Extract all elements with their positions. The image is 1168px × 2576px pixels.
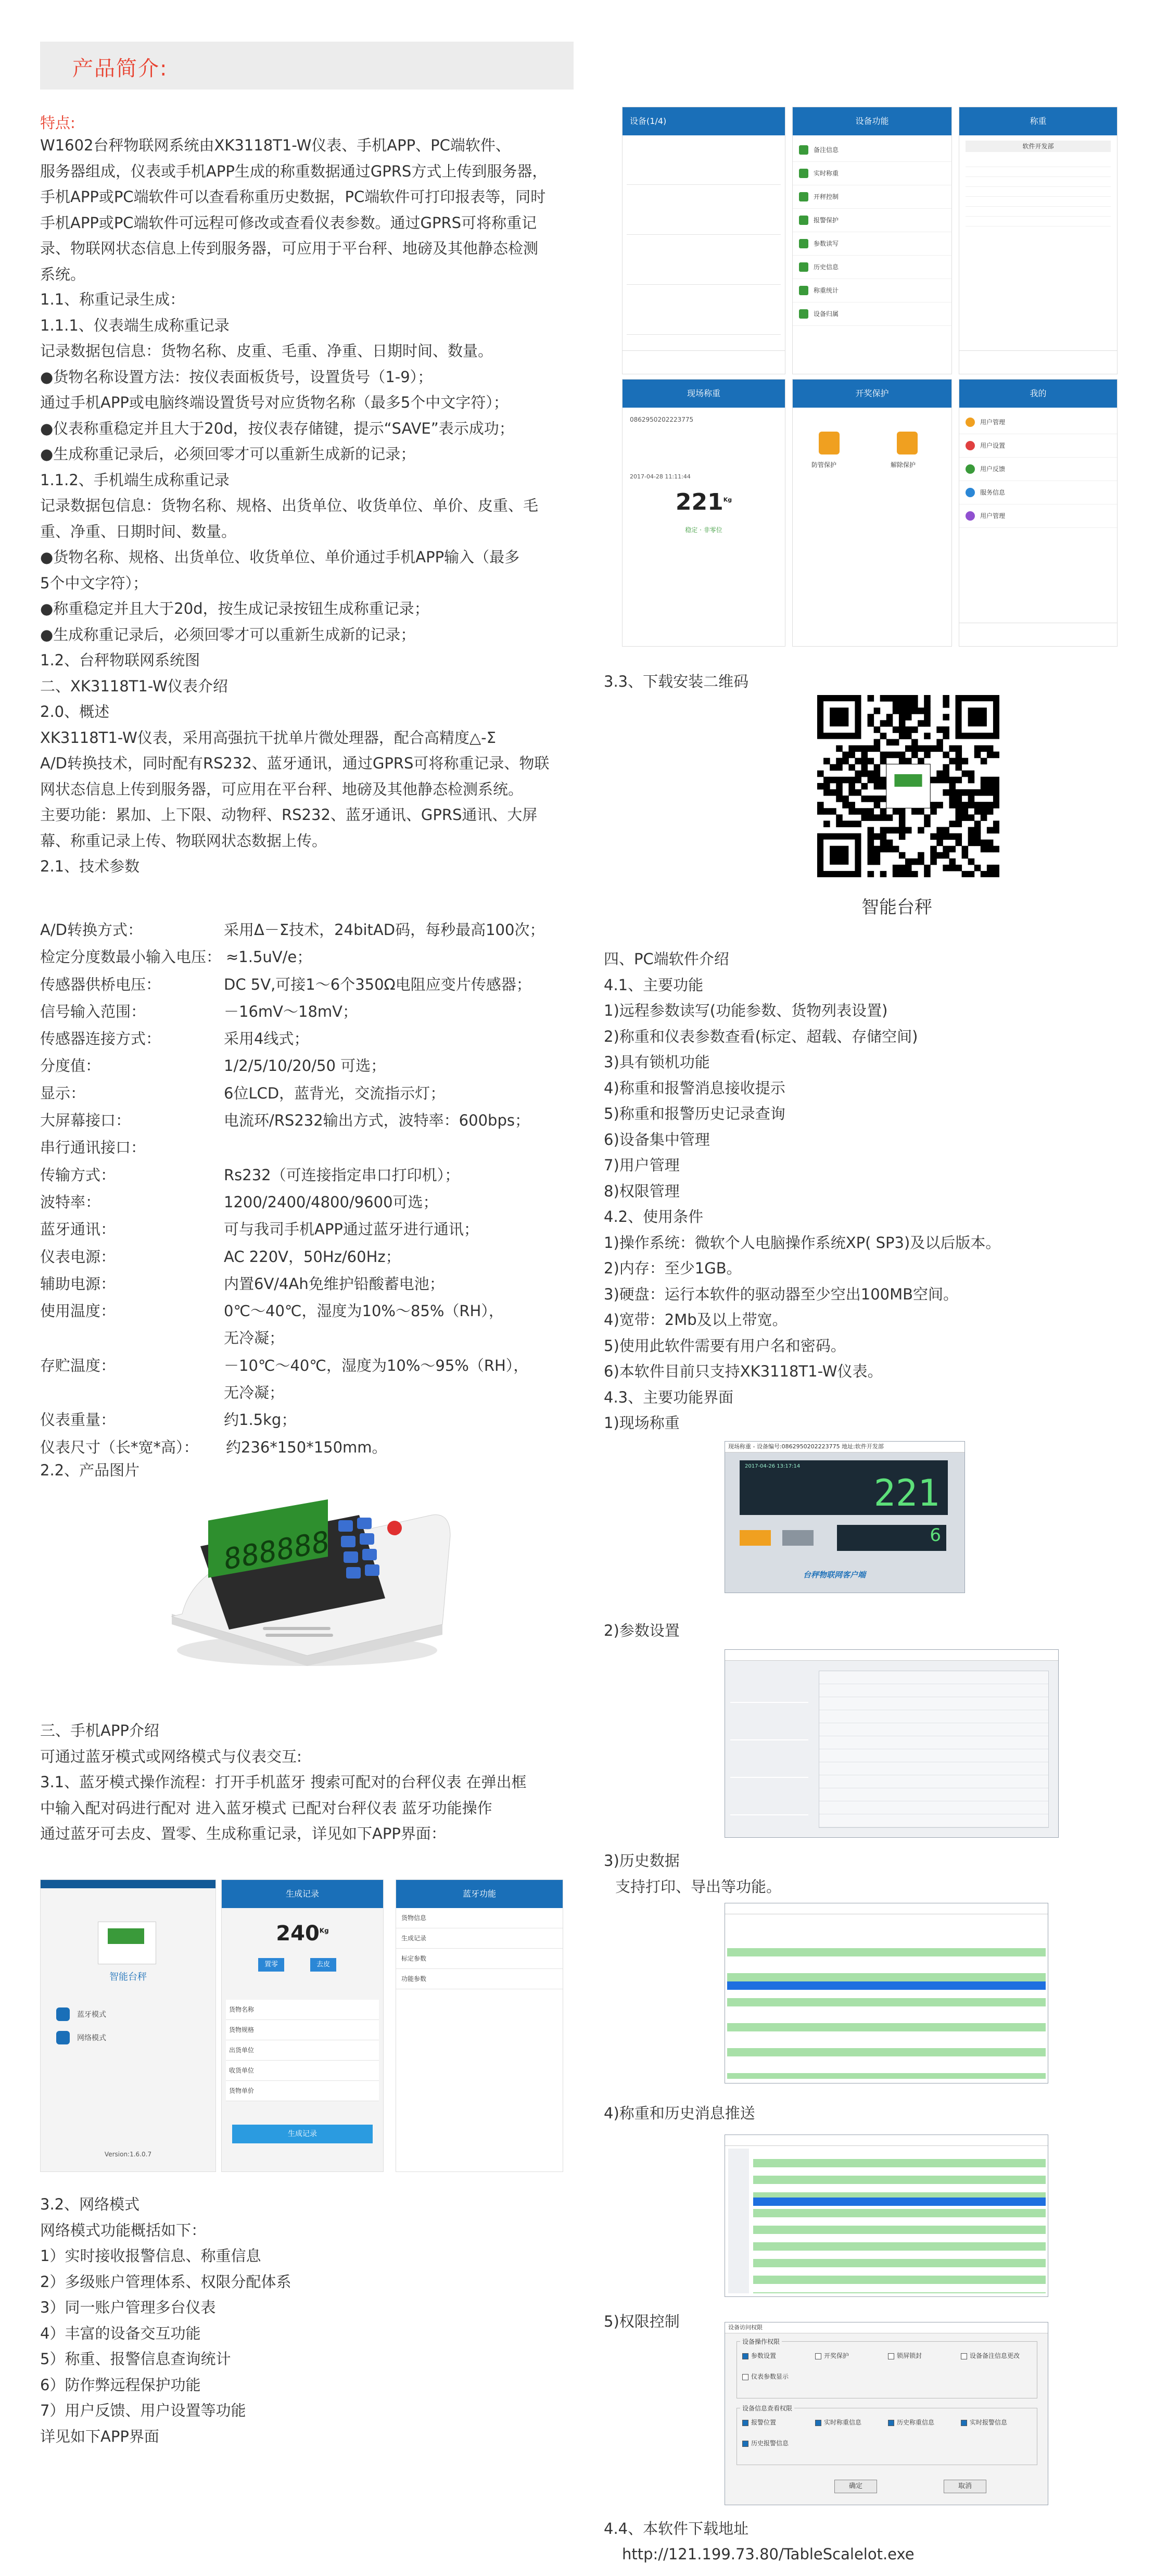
checkbox-label: 历史称重信息 [897,2419,935,2426]
menu-icon [966,464,975,474]
cancel-button[interactable]: 取消 [944,2480,986,2493]
text-line: 4)称重和报警消息接收提示 [604,1079,785,1097]
function-label: 历史信息 [814,263,839,271]
checkbox-label: 实时报警信息 [970,2419,1008,2426]
text-line: 2)称重和仪表参数查看(标定、超载、存储空间) [604,1027,918,1045]
text-line: XK3118T1-W仪表，采用高强抗干扰单片微处理器，配合高精度△-Σ [40,728,496,747]
product-image [151,1494,463,1671]
push-label: 4)称重和历史消息推送 [604,2104,755,2122]
pc-param-window [725,1649,1059,1838]
function-icon [799,192,808,201]
text-line: 6)设备集中管理 [604,1130,710,1148]
spec-value: DC 5V,可接1～6个350Ω电阻应变片传感器； [224,975,531,993]
text-line: 7)用户管理 [604,1156,680,1174]
spec-row [40,1352,574,1379]
bluetooth-mode-option[interactable]: 蓝牙模式 [77,2011,106,2019]
text-line: 网状态信息上传到服务器，可应用在平台秤、地磅及其他静态检测系统。 [40,780,524,798]
text-line: 5)称重和报警历史记录查询 [604,1105,785,1122]
spec-value: AC 220V，50Hz/60Hz； [224,1247,401,1266]
spec-key: 传输方式： [40,1166,116,1184]
function-item[interactable] [793,232,951,256]
app-brand-name: 智能台秤 [109,1972,147,1982]
spec-value: Rs232（可连接指定串口打印机）； [224,1166,460,1184]
spec-key: 仪表尺寸（长*宽*高）： [40,1438,199,1456]
function-icon [799,262,808,272]
spec-row [40,1216,574,1243]
form-field[interactable]: 货物单价 [226,2081,379,2101]
weight-value: 240 [276,1922,320,1946]
spec-key: 蓝牙通讯： [40,1220,116,1239]
tare-button[interactable]: 去皮 [310,1958,336,1972]
text-line: 幕、称重记录上传、物联网状态数据上传。 [40,831,327,850]
spec-value: 1/2/5/10/20/50 可选； [224,1057,386,1075]
spec-row [40,1406,574,1433]
pc-push-window [725,2135,1048,2297]
spec-row [40,916,574,943]
function-label: 备注信息 [814,146,839,154]
menu-icon [966,488,975,497]
function-item[interactable] [793,209,951,232]
checkbox-label: 历史报警信息 [751,2440,789,2447]
spec-value: 约1.5kg； [224,1411,297,1429]
spec-value: 0℃～40℃，湿度为10%～85%（RH）， [224,1302,504,1320]
record-form [226,2000,379,2101]
operation-permission-group [737,2338,1037,2398]
spec-key: 仪表电源： [40,1247,116,1266]
checkbox-box [742,2441,748,2447]
text-line: 重、净重、日期时间、数量。 [40,522,237,540]
app-screen-weighing [959,107,1118,374]
section-1-text [40,287,549,880]
action-button-2[interactable] [782,1530,814,1546]
product-intro-header [40,42,574,90]
text-line: 2)内存：至少1GB。 [604,1259,742,1277]
menu-label: 用户管理 [980,512,1006,520]
param-label: 2)参数设置 [604,1622,680,1639]
function-label: 称重统计 [814,287,839,294]
spec-key: 存贮温度： [40,1356,116,1374]
window-title: 设备访问权限 [725,2322,1048,2333]
spec-value: －16mV～18mV； [224,1002,358,1020]
text-line: 4)宽带：2Mb及以上带宽。 [604,1311,788,1329]
qr-label: 3.3、下载安装二维码 [604,673,749,690]
live-weight: 221 [675,489,723,515]
checkbox-box [742,2374,748,2380]
text-line: 记录数据包信息：货物名称、规格、出货单位、收货单位、单价、皮重、毛 [40,497,539,514]
spec-value: 可与我司手机APP通过蓝牙进行通讯； [224,1220,479,1239]
function-item[interactable] [793,185,951,209]
mine-menu-list [959,411,1117,528]
spec-row [40,1243,574,1270]
function-icon [799,309,808,319]
text-line: 4）丰富的设备交互功能 [40,2324,201,2342]
text-line: 3)硬盘：运行本软件的驱动器至少空出100MB空间。 [604,1285,959,1303]
text-line: 4.2、使用条件 [604,1208,704,1226]
display-reading: 221 [873,1472,940,1514]
spec-row [40,1134,574,1161]
unlock-icon[interactable] [897,432,918,454]
menu-label: 用户管理 [980,419,1006,426]
device-lcd: 888888 [224,1525,329,1577]
screen-title: 生成记录 [222,1880,383,1908]
menu-icon [966,418,975,427]
qr-caption: 智能台秤 [861,897,932,918]
screen-title: 现场称重 [623,380,785,408]
spec-value: 无冷凝； [224,1384,285,1402]
spec-key: A/D转换方式： [40,921,143,939]
spec-row [40,1270,574,1297]
pc-live-weighing-window [725,1441,965,1593]
spec-row [40,1297,574,1324]
spec-value: 采用Δ－Σ技术，24bitAD码，每秒最高100次； [224,921,545,939]
checkbox-box [815,2353,821,2359]
spec-key: 检定分度数最小输入电压： [40,948,222,966]
text-line: A/D转换技术，同时配有RS232、蓝牙通讯，通过GPRS可将称重记录、物联 [40,754,550,772]
mine-menu-item[interactable] [959,411,1117,434]
text-line: ●称重稳定并且大于20d，按生成记录按钮生成称重记录； [40,600,429,617]
text-line: 4.1、主要功能 [604,976,704,994]
spec-row [40,1161,574,1189]
text-line: 系统。 [40,265,86,283]
permission-checkbox[interactable] [742,2418,776,2427]
text-line: 记录数据包信息：货物名称、皮重、毛重、净重、日期时间、数量。 [40,342,493,360]
function-item[interactable] [793,162,951,185]
text-line: 主要功能：累加、上下限、动物秤、RS232、蓝牙通讯、GPRS通讯、大屏 [40,806,538,824]
text-line: 5)使用此软件需要有用户名和密码。 [604,1336,846,1355]
text-line: 1.1.1、仪表端生成称重记录 [40,316,230,334]
spec-table [40,916,574,1461]
spec-key: 使用温度： [40,1302,116,1320]
download-url[interactable]: http://121.199.73.80/TableScalelot.exe [622,2545,915,2563]
live-weight-unit: Kg [723,496,732,503]
history-desc: 支持打印、导出等功能。 [615,1878,782,1896]
app-screen-mine [959,379,1118,647]
text-line: 手机APP或PC端软件可以查看称重历史数据，PC端软件可打印报表等，同时 [40,188,546,206]
checkbox-label: 设备备注信息更改 [970,2352,1020,2359]
checkbox-box [961,2420,967,2426]
app-screen-protection [792,379,952,647]
text-line: 1)操作系统：微软个人电脑操作系统XP( SP3)及以后版本。 [604,1233,1001,1252]
app-screen-device-functions [792,107,952,374]
ok-button[interactable]: 确定 [834,2480,877,2493]
window-title: 现场称重 - 设备编号:0862950202223775 地址:软件开发部 [725,1442,964,1453]
function-label: 开秤控制 [814,193,839,200]
text-line: 三、手机APP介绍 [40,1722,159,1739]
spec-row [40,1379,574,1406]
menu-label: 用户设置 [980,442,1006,449]
text-line: 1.2、台秤物联网系统图 [40,651,200,669]
app-screen-live-weighing [622,379,785,647]
checkbox-box [742,2353,748,2359]
text-line: W1602台秤物联网系统由XK3118T1-W仪表、手机APP、PC端软件、 [40,136,511,154]
function-icon [799,239,808,248]
menu-label: 用户反馈 [980,465,1006,473]
cloud-icon [56,2031,70,2044]
screen-title: 称重 [959,107,1117,135]
app-screen-generate-record [221,1879,384,2172]
text-line: 2）多级账户管理体系、权限分配体系 [40,2272,291,2291]
spec-value: 1200/2400/4800/9600可选； [224,1193,438,1211]
spec-row [40,971,574,998]
screen-title: 蓝牙功能 [396,1880,563,1908]
action-button-1[interactable] [740,1530,771,1546]
menu-item[interactable]: 标定参数 [396,1949,563,1969]
menu-label: 服务信息 [980,489,1006,496]
text-line: 1）实时接收报警信息、称重信息 [40,2247,261,2265]
spec-value: ≈1.5uV/e； [226,948,312,966]
spec-key: 传感器供桥电压： [40,975,161,993]
spec-key: 波特率： [40,1193,101,1211]
lock-icon[interactable] [819,432,840,454]
text-line: 3.2、网络模式 [40,2195,140,2213]
checkbox-box [961,2353,967,2359]
mine-menu-item[interactable] [959,504,1117,528]
permission-checkbox[interactable] [815,2351,849,2360]
checkbox-label: 开奖保护 [824,2352,849,2359]
generate-record-button[interactable]: 生成记录 [232,2125,373,2143]
app-screen-bluetooth-functions [396,1879,563,2172]
function-item[interactable] [793,302,951,326]
function-item[interactable] [793,279,951,302]
menu-icon [966,511,975,521]
text-line: 二、XK3118T1-W仪表介绍 [40,677,228,695]
text-line: ●仪表称重稳定并且大于20d，按仪表存储键，提示“SAVE”表示成功； [40,419,514,437]
product-pic-label: 2.2、产品图片 [40,1461,140,1479]
weight-unit: Kg [319,1927,329,1935]
checkbox-box [815,2420,821,2426]
permission-checkbox[interactable] [888,2351,922,2360]
mine-menu-item[interactable] [959,434,1117,458]
spec-key: 辅助电源： [40,1274,116,1293]
screen-title: 设备(1/4) [623,107,785,135]
form-field[interactable]: 收货单位 [226,2061,379,2081]
spec-row [40,1107,574,1134]
function-icon [799,169,808,178]
group-title: 设备操作权限 [740,2337,782,2346]
spec-value: 无冷凝； [224,1329,285,1347]
checkbox-label: 实时称重信息 [824,2419,862,2426]
text-line: 中输入配对码进行配对 进入蓝牙模式 已配对台秤仪表 蓝牙功能操作 [40,1799,492,1817]
form-field[interactable]: 出货单位 [226,2040,379,2061]
screen-title: 开奖保护 [793,380,951,408]
checkbox-label: 锁屏锁封 [897,2352,922,2359]
checkbox-box [742,2420,748,2426]
spec-row [40,1080,574,1107]
menu-item[interactable]: 生成记录 [396,1928,563,1949]
spec-row [40,943,574,970]
spec-row [40,1324,574,1352]
permission-checkbox[interactable] [961,2351,1020,2360]
lock-label: 防管保护 [811,461,837,469]
spec-key: 显示： [40,1084,86,1102]
device-thumbnail [98,1922,156,1964]
screen-title: 设备功能 [793,107,951,135]
app-section-text [40,1718,527,1847]
text-line: 5个中文字符）； [40,574,148,592]
text-line: 服务器组成，仪表或手机APP生成的称重数据通过GPRS方式上传到服务器， [40,162,548,180]
form-field[interactable]: 货物规格 [226,2020,379,2040]
device-function-list [793,138,951,326]
function-item[interactable] [793,138,951,162]
checkbox-label: 报警位置 [751,2419,777,2426]
spec-key: 串行通讯接口： [40,1139,146,1157]
text-line: ●货物名称、规格、出货单位、收货单位、单价通过手机APP输入（最多 [40,548,520,566]
qr-code[interactable] [817,695,999,877]
form-field[interactable]: 货物名称 [226,2000,379,2020]
timestamp: 2017-04-28 11:11:44 [630,473,691,480]
history-label: 3)历史数据 [604,1852,680,1870]
function-label: 实时称重 [814,170,839,177]
bluetooth-function-list [396,1908,563,1989]
permission-checkbox[interactable] [742,2439,789,2447]
view-permission-group [737,2405,1037,2465]
text-line: 1.1、称重记录生成： [40,291,185,308]
spec-value: 电流环/RS232输出方式，波特率：600bps； [224,1112,530,1130]
function-item[interactable] [793,256,951,279]
permission-checkbox[interactable] [742,2351,776,2360]
text-line: 1)现场称重 [604,1414,680,1432]
text-line: 四、PC端软件介绍 [604,950,729,968]
weight-status: 稳定 · 非零位 [685,526,722,534]
text-line: 8)权限管理 [604,1182,680,1200]
perm-label: 5)权限控制 [604,2313,680,2330]
function-icon [799,216,808,225]
app-version: Version:1.6.0.7 [104,2151,152,2158]
weight-display [740,1460,948,1515]
text-line: 3）同一账户管理多台仪表 [40,2299,216,2316]
mine-menu-item[interactable] [959,481,1117,504]
text-line: 可通过蓝牙模式或网络模式与仪表交互: [40,1747,302,1765]
spec-key: 传感器连接方式： [40,1030,161,1048]
bluetooth-icon [56,2007,70,2021]
menu-icon [966,441,975,450]
checkbox-box [888,2420,894,2426]
app-screen-mode-select [40,1879,216,2172]
zero-button[interactable]: 置零 [258,1958,284,1972]
text-line: 2.0、概述 [40,703,110,721]
text-line: 3)具有锁机功能 [604,1053,710,1071]
text-line: 5）称重、报警信息查询统计 [40,2350,231,2368]
spec-row [40,1025,574,1052]
text-line: 6)本软件目前只支持XK3118T1-W仪表。 [604,1362,883,1380]
text-line: 1)远程参数读写(功能参数、货物列表设置) [604,1002,888,1019]
text-line: 1.1.2、手机端生成称重记录 [40,471,230,489]
screen-title: 我的 [959,380,1117,408]
pc-history-window [725,1903,1048,2083]
pc-permission-window [725,2322,1048,2505]
download-label: 4.4、本软件下载地址 [604,2520,749,2537]
permission-checkbox[interactable] [815,2418,861,2427]
display-time: 2017-04-26 13:17:14 [745,1463,801,1469]
text-line: 录、物联网状态信息上传到服务器，可应用于平台秤、地磅及其他静态检测 [40,239,539,257]
text-line: ●生成称重记录后，必须回零才可以重新生成新的记录； [40,445,416,463]
spec-row [40,1189,574,1216]
spec-value: 约236*150*150mm。 [226,1438,387,1456]
text-line: 通过手机APP或电脑终端设置货号对应货物名称（最多5个中文字符）； [40,394,509,411]
text-line: 手机APP或PC端软件可远程可修改或查看仪表参数。通过GPRS可将称重记 [40,213,537,232]
spec-row [40,998,574,1025]
checkbox-label: 参数设置 [751,2352,777,2359]
spec-row [40,1052,574,1079]
checkbox-label: 仪表参数显示 [751,2373,789,2380]
spec-key: 仪表重量： [40,1411,116,1429]
permission-checkbox[interactable] [961,2418,1007,2427]
device-id: 0862950202223775 [630,416,694,423]
network-mode-option[interactable]: 网络模式 [77,2034,106,2042]
permission-checkbox[interactable] [742,2372,789,2381]
spec-value: －10℃～40℃，湿度为10%～95%（RH）， [224,1356,529,1374]
function-label: 报警保护 [814,217,839,224]
text-line: 3.1、蓝牙模式操作流程：打开手机蓝牙 搜索可配对的台秤仪表 在弹出框 [40,1773,527,1791]
page-title: 产品简介: [72,57,168,81]
menu-item[interactable]: 货物信息 [396,1908,563,1928]
spec-key: 信号输入范围： [40,1002,146,1020]
mine-menu-item[interactable] [959,458,1117,481]
intro-paragraph [40,133,547,287]
spec-value: 采用4线式； [224,1030,309,1048]
function-icon [799,145,808,155]
spec-row [40,1434,574,1461]
permission-checkbox[interactable] [888,2418,934,2427]
text-line: 7）用户反馈、用户设置等功能 [40,2402,246,2419]
text-line: 网络模式功能概括如下： [40,2221,207,2239]
function-label: 参数读写 [814,240,839,247]
function-icon [799,286,808,295]
text-line: 6）防作弊远程保护功能 [40,2376,201,2394]
text-line: 通过蓝牙可去皮、置零、生成称重记录，详见如下APP界面： [40,1825,446,1842]
spec-key: 分度值： [40,1057,101,1075]
spec-key: 大屏幕接口： [40,1112,131,1130]
menu-item[interactable]: 功能参数 [396,1969,563,1989]
network-section-text [40,2192,291,2449]
group-title: 设备信息查看权限 [740,2404,794,2413]
unlock-label: 解除保护 [891,461,916,469]
text-line: 2.1、技术参数 [40,857,140,875]
spec-value: 6位LCD，蓝背光，交流指示灯； [224,1084,446,1102]
function-label: 设备归属 [814,310,839,318]
app-screen-device-list [622,107,785,374]
features-label: 特点: [40,114,75,132]
checkbox-box [888,2353,894,2359]
device-name: 软件开发部 [966,141,1111,152]
spec-value: 内置6V/4Ah免维护铅酸蓄电池； [224,1274,445,1293]
client-brand: 台秤物联网客户端 [803,1570,866,1580]
text-line: 4.3、主要功能界面 [604,1388,734,1406]
pc-section-text [604,946,1000,1436]
text-line: ●生成称重记录后，必须回零才可以重新生成新的记录； [40,625,416,643]
text-line: 详见如下APP界面 [40,2427,159,2445]
text-line: ●货物名称设置方法：按仪表面板货号，设置货号（1-9）； [40,368,433,386]
secondary-display: 6 [837,1525,946,1551]
